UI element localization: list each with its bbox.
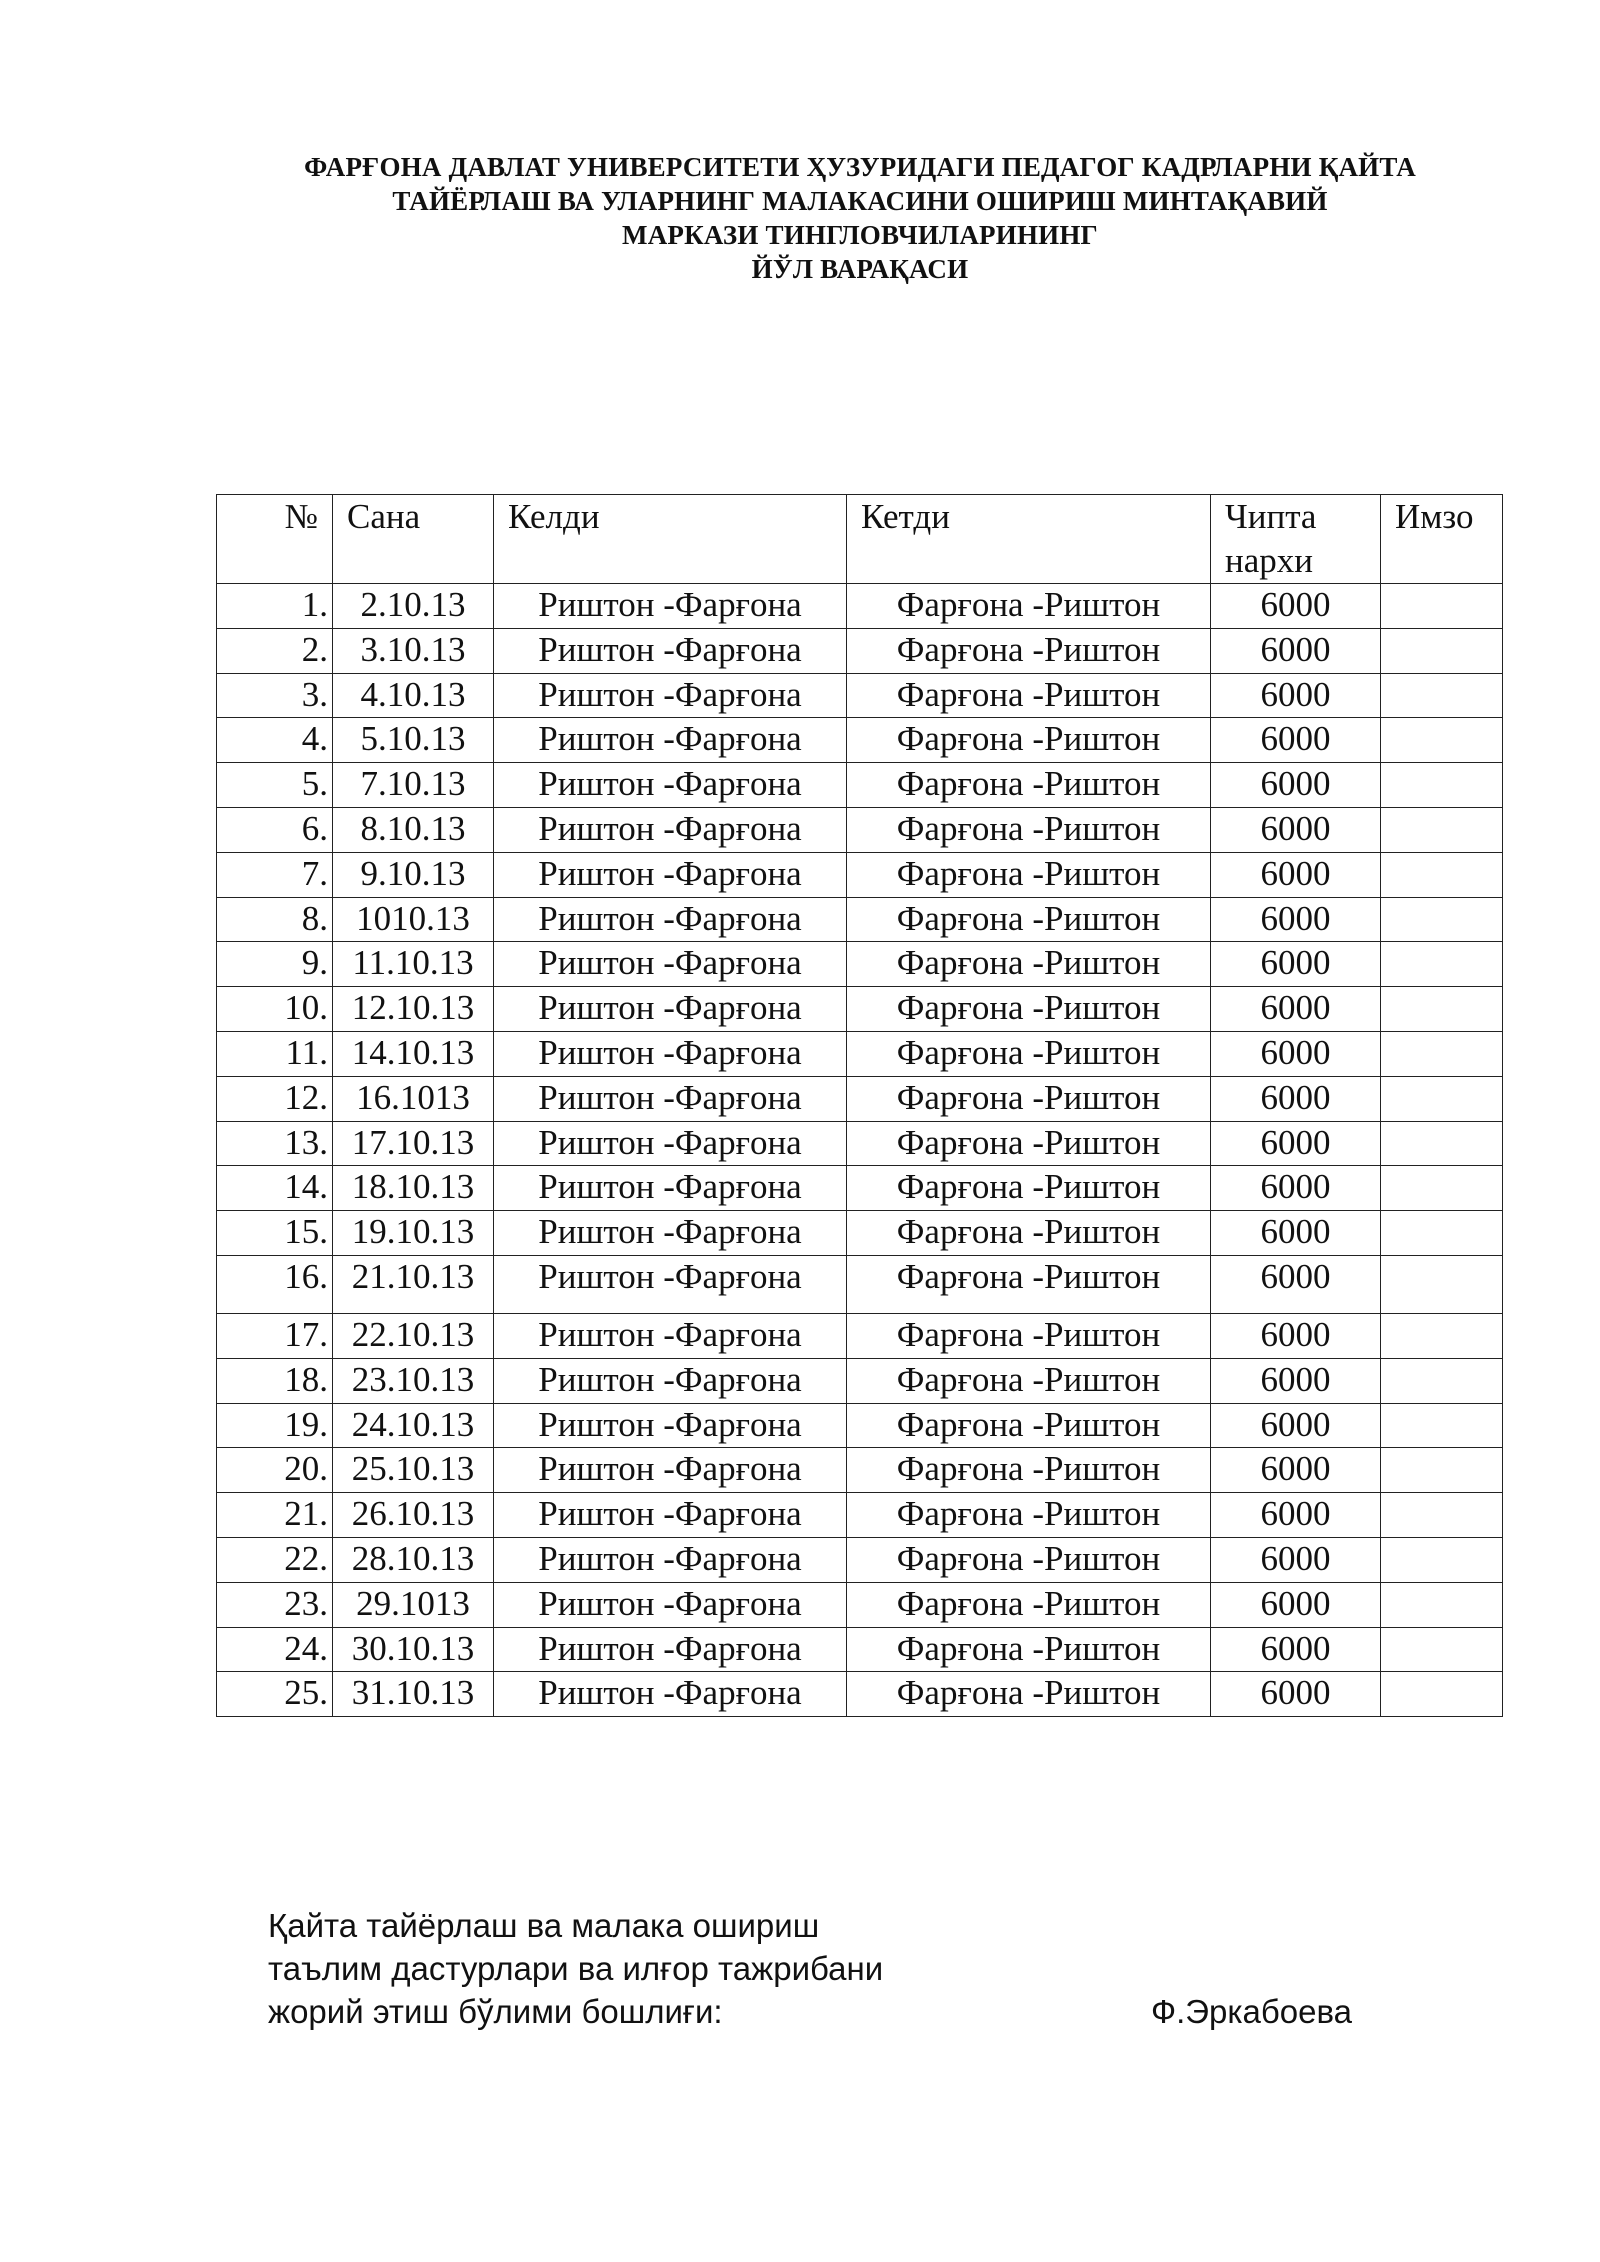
cell-price: 6000 (1211, 1627, 1381, 1672)
cell-arrived: Риштон -Фарғона (494, 584, 847, 629)
cell-signature (1381, 1255, 1503, 1313)
table-row (217, 987, 1503, 1032)
cell-date: 29.1013 (333, 1582, 494, 1627)
cell-date: 5.10.13 (333, 718, 494, 763)
cell-departed: Фарғона -Риштон (847, 718, 1211, 763)
cell-arrived: Риштон -Фарғона (494, 718, 847, 763)
cell-signature (1381, 1358, 1503, 1403)
cell-arrived: Риштон -Фарғона (494, 1121, 847, 1166)
cell-departed: Фарғона -Риштон (847, 1031, 1211, 1076)
cell-arrived: Риштон -Фарғона (494, 807, 847, 852)
cell-arrived: Риштон -Фарғона (494, 1582, 847, 1627)
cell-departed: Фарғона -Риштон (847, 1582, 1211, 1627)
cell-price: 6000 (1211, 1537, 1381, 1582)
cell-signature (1381, 1672, 1503, 1717)
table-header-row (217, 495, 1503, 584)
cell-signature (1381, 897, 1503, 942)
header-number: № (217, 495, 333, 584)
cell-arrived: Риштон -Фарғона (494, 1627, 847, 1672)
cell-departed: Фарғона -Риштон (847, 1211, 1211, 1256)
cell-price: 6000 (1211, 1031, 1381, 1076)
cell-departed: Фарғона -Риштон (847, 807, 1211, 852)
table-row (217, 1582, 1503, 1627)
table-row (217, 807, 1503, 852)
table-row (217, 628, 1503, 673)
signer-name: Ф.Эркабоева (1151, 1993, 1352, 2030)
cell-date: 7.10.13 (333, 763, 494, 808)
cell-price: 6000 (1211, 1255, 1381, 1313)
cell-price: 6000 (1211, 1493, 1381, 1538)
cell-signature (1381, 628, 1503, 673)
cell-number: 17. (217, 1313, 333, 1358)
cell-number: 1. (217, 584, 333, 629)
cell-date: 25.10.13 (333, 1448, 494, 1493)
cell-date: 21.10.13 (333, 1255, 494, 1313)
cell-date: 3.10.13 (333, 628, 494, 673)
cell-number: 7. (217, 852, 333, 897)
cell-departed: Фарғона -Риштон (847, 1403, 1211, 1448)
cell-number: 22. (217, 1537, 333, 1582)
cell-signature (1381, 1076, 1503, 1121)
header-arrived: Келди (494, 495, 847, 584)
cell-price: 6000 (1211, 1313, 1381, 1358)
cell-date: 18.10.13 (333, 1166, 494, 1211)
cell-arrived: Риштон -Фарғона (494, 1313, 847, 1358)
document-title (200, 150, 1520, 286)
cell-signature (1381, 1211, 1503, 1256)
signer-position-line-2: таълим дастурлари ва илғор тажрибани (268, 1950, 884, 1987)
travel-sheet-table (216, 494, 1503, 1717)
cell-arrived: Риштон -Фарғона (494, 1076, 847, 1121)
cell-number: 10. (217, 987, 333, 1032)
cell-signature (1381, 1121, 1503, 1166)
cell-departed: Фарғона -Риштон (847, 1448, 1211, 1493)
cell-departed: Фарғона -Риштон (847, 763, 1211, 808)
cell-signature (1381, 1493, 1503, 1538)
cell-number: 3. (217, 673, 333, 718)
cell-arrived: Риштон -Фарғона (494, 852, 847, 897)
cell-signature (1381, 718, 1503, 763)
table-row (217, 1166, 1503, 1211)
cell-price: 6000 (1211, 628, 1381, 673)
cell-signature (1381, 1313, 1503, 1358)
cell-signature (1381, 1448, 1503, 1493)
cell-date: 4.10.13 (333, 673, 494, 718)
table-row (217, 673, 1503, 718)
cell-arrived: Риштон -Фарғона (494, 1211, 847, 1256)
title-line-4: ЙЎЛ ВАРАҚАСИ (751, 254, 969, 284)
cell-date: 11.10.13 (333, 942, 494, 987)
cell-signature (1381, 852, 1503, 897)
cell-arrived: Риштон -Фарғона (494, 628, 847, 673)
cell-arrived: Риштон -Фарғона (494, 942, 847, 987)
cell-signature (1381, 673, 1503, 718)
cell-signature (1381, 987, 1503, 1032)
cell-departed: Фарғона -Риштон (847, 673, 1211, 718)
cell-arrived: Риштон -Фарғона (494, 1537, 847, 1582)
cell-date: 31.10.13 (333, 1672, 494, 1717)
cell-date: 17.10.13 (333, 1121, 494, 1166)
table-row (217, 1121, 1503, 1166)
cell-date: 12.10.13 (333, 987, 494, 1032)
cell-price: 6000 (1211, 1358, 1381, 1403)
cell-arrived: Риштон -Фарғона (494, 1031, 847, 1076)
table-row (217, 942, 1503, 987)
cell-date: 24.10.13 (333, 1403, 494, 1448)
cell-departed: Фарғона -Риштон (847, 852, 1211, 897)
cell-number: 23. (217, 1582, 333, 1627)
cell-departed: Фарғона -Риштон (847, 942, 1211, 987)
cell-departed: Фарғона -Риштон (847, 1255, 1211, 1313)
table-body (217, 584, 1503, 1717)
cell-price: 6000 (1211, 1211, 1381, 1256)
table-row (217, 1255, 1503, 1313)
cell-date: 14.10.13 (333, 1031, 494, 1076)
title-line-1: ФАРҒОНА ДАВЛАТ УНИВЕРСИТЕТИ ҲУЗУРИДАГИ ПЕДАГОГ КАДРЛАРНИ ҚАЙТА (304, 152, 1416, 182)
cell-arrived: Риштон -Фарғона (494, 1493, 847, 1538)
cell-signature (1381, 807, 1503, 852)
cell-date: 8.10.13 (333, 807, 494, 852)
table-row (217, 1537, 1503, 1582)
title-line-2: ТАЙЁРЛАШ ВА УЛАРНИНГ МАЛАКАСИНИ ОШИРИШ МИНТАҚАВИЙ (392, 186, 1328, 216)
table-row (217, 1031, 1503, 1076)
table-row (217, 1358, 1503, 1403)
cell-price: 6000 (1211, 673, 1381, 718)
table-row (217, 897, 1503, 942)
table-row (217, 1403, 1503, 1448)
cell-departed: Фарғона -Риштон (847, 628, 1211, 673)
cell-date: 2.10.13 (333, 584, 494, 629)
cell-price: 6000 (1211, 1582, 1381, 1627)
cell-number: 13. (217, 1121, 333, 1166)
cell-price: 6000 (1211, 987, 1381, 1032)
cell-departed: Фарғона -Риштон (847, 1493, 1211, 1538)
cell-date: 23.10.13 (333, 1358, 494, 1403)
cell-departed: Фарғона -Риштон (847, 1537, 1211, 1582)
cell-number: 15. (217, 1211, 333, 1256)
cell-date: 22.10.13 (333, 1313, 494, 1358)
cell-signature (1381, 1031, 1503, 1076)
cell-date: 19.10.13 (333, 1211, 494, 1256)
cell-departed: Фарғона -Риштон (847, 1672, 1211, 1717)
cell-departed: Фарғона -Риштон (847, 1358, 1211, 1403)
cell-arrived: Риштон -Фарғона (494, 1403, 847, 1448)
table-row (217, 1076, 1503, 1121)
cell-arrived: Риштон -Фарғона (494, 763, 847, 808)
cell-signature (1381, 1166, 1503, 1211)
cell-number: 11. (217, 1031, 333, 1076)
header-ticket-price (1211, 495, 1381, 584)
table-row (217, 763, 1503, 808)
cell-arrived: Риштон -Фарғона (494, 1166, 847, 1211)
cell-arrived: Риштон -Фарғона (494, 1358, 847, 1403)
cell-date: 16.1013 (333, 1076, 494, 1121)
cell-price: 6000 (1211, 1672, 1381, 1717)
cell-signature (1381, 1537, 1503, 1582)
cell-number: 18. (217, 1358, 333, 1403)
cell-arrived: Риштон -Фарғона (494, 1448, 847, 1493)
cell-signature (1381, 942, 1503, 987)
table-row (217, 1493, 1503, 1538)
cell-signature (1381, 1627, 1503, 1672)
cell-price: 6000 (1211, 1403, 1381, 1448)
cell-date: 28.10.13 (333, 1537, 494, 1582)
cell-number: 25. (217, 1672, 333, 1717)
cell-price: 6000 (1211, 718, 1381, 763)
cell-number: 19. (217, 1403, 333, 1448)
cell-arrived: Риштон -Фарғона (494, 987, 847, 1032)
cell-departed: Фарғона -Риштон (847, 1627, 1211, 1672)
cell-price: 6000 (1211, 942, 1381, 987)
table-row (217, 1313, 1503, 1358)
cell-signature (1381, 1582, 1503, 1627)
cell-signature (1381, 1403, 1503, 1448)
header-price-line-2: нархи (1225, 541, 1313, 580)
cell-number: 2. (217, 628, 333, 673)
table-row (217, 1448, 1503, 1493)
header-date: Сана (333, 495, 494, 584)
header-price-line-1: Чипта (1225, 497, 1317, 536)
cell-price: 6000 (1211, 1121, 1381, 1166)
signer-position-line-3: жорий этиш бўлими бошлиғи: (268, 1993, 723, 2030)
cell-arrived: Риштон -Фарғона (494, 1255, 847, 1313)
cell-number: 21. (217, 1493, 333, 1538)
table-row (217, 1672, 1503, 1717)
cell-number: 16. (217, 1255, 333, 1313)
signature-block (268, 1904, 1368, 2033)
cell-departed: Фарғона -Риштон (847, 1121, 1211, 1166)
cell-departed: Фарғона -Риштон (847, 584, 1211, 629)
cell-signature (1381, 584, 1503, 629)
cell-date: 26.10.13 (333, 1493, 494, 1538)
cell-price: 6000 (1211, 1076, 1381, 1121)
cell-number: 14. (217, 1166, 333, 1211)
cell-price: 6000 (1211, 1166, 1381, 1211)
cell-number: 6. (217, 807, 333, 852)
table-row (217, 1627, 1503, 1672)
header-signature: Имзо (1381, 495, 1503, 584)
cell-arrived: Риштон -Фарғона (494, 1672, 847, 1717)
signer-position-line-1: Қайта тайёрлаш ва малака ошириш (268, 1907, 820, 1944)
cell-number: 5. (217, 763, 333, 808)
cell-date: 9.10.13 (333, 852, 494, 897)
table-row (217, 584, 1503, 629)
cell-price: 6000 (1211, 763, 1381, 808)
cell-signature (1381, 763, 1503, 808)
cell-price: 6000 (1211, 897, 1381, 942)
table-row (217, 718, 1503, 763)
cell-number: 12. (217, 1076, 333, 1121)
cell-date: 30.10.13 (333, 1627, 494, 1672)
cell-number: 9. (217, 942, 333, 987)
cell-number: 8. (217, 897, 333, 942)
cell-price: 6000 (1211, 1448, 1381, 1493)
cell-departed: Фарғона -Риштон (847, 1076, 1211, 1121)
header-departed: Кетди (847, 495, 1211, 584)
table-row (217, 1211, 1503, 1256)
cell-departed: Фарғона -Риштон (847, 897, 1211, 942)
table-row (217, 852, 1503, 897)
cell-number: 20. (217, 1448, 333, 1493)
cell-arrived: Риштон -Фарғона (494, 673, 847, 718)
cell-departed: Фарғона -Риштон (847, 987, 1211, 1032)
cell-arrived: Риштон -Фарғона (494, 897, 847, 942)
cell-number: 24. (217, 1627, 333, 1672)
cell-date: 1010.13 (333, 897, 494, 942)
cell-departed: Фарғона -Риштон (847, 1313, 1211, 1358)
title-line-3: МАРКАЗИ ТИНГЛОВЧИЛАРИНИНГ (622, 220, 1098, 250)
cell-number: 4. (217, 718, 333, 763)
cell-price: 6000 (1211, 807, 1381, 852)
cell-price: 6000 (1211, 584, 1381, 629)
cell-price: 6000 (1211, 852, 1381, 897)
cell-departed: Фарғона -Риштон (847, 1166, 1211, 1211)
